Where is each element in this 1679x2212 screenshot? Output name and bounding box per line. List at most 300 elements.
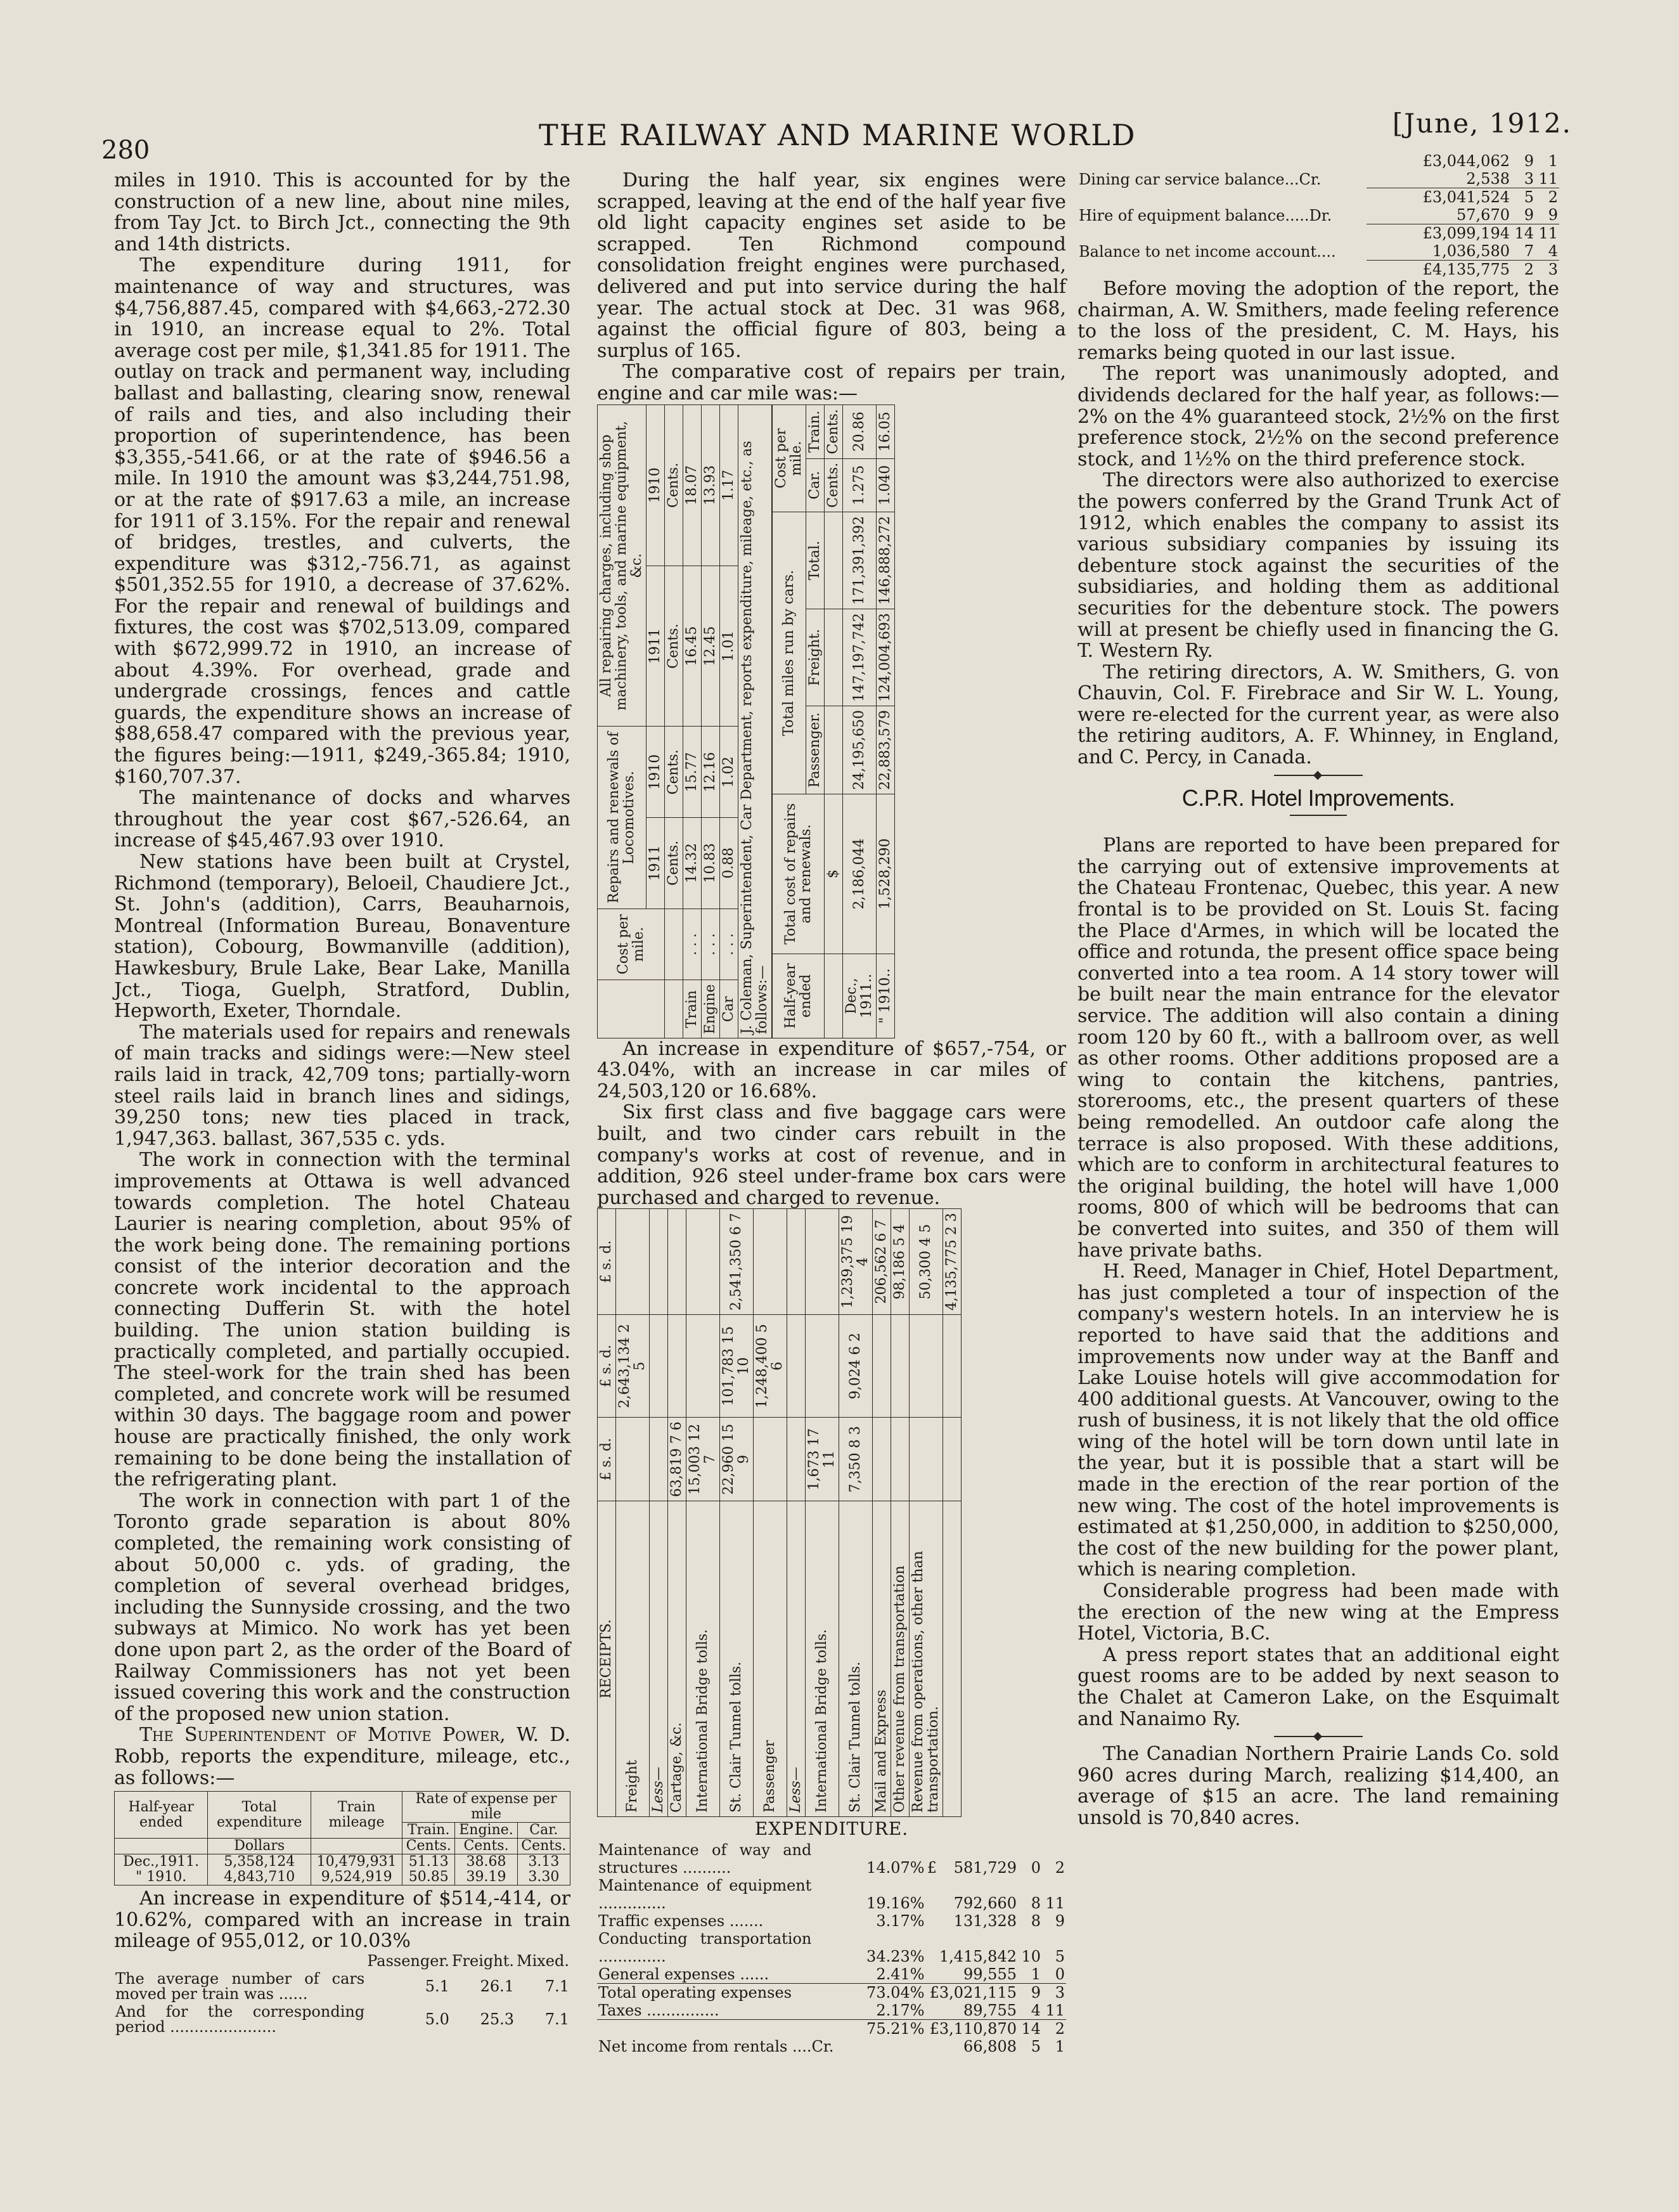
row-label: Car (720, 980, 738, 1038)
cell-text: 4,843,710 (224, 1869, 295, 1885)
table-cell (686, 1315, 720, 1418)
shillings: 5 (1031, 2037, 1041, 2055)
table-cell: 2,643,134 2 5 (616, 1315, 650, 1418)
currency-head (598, 1418, 616, 1501)
expenditure-table (597, 1841, 1066, 2055)
currency-head (598, 1315, 616, 1418)
paragraph: The maintenance of docks and wharves throughout the year cost $67,-526.64, an increase of $45,467.93 over 1910. (114, 787, 570, 852)
th-car: Car. (806, 458, 825, 512)
row-label: Freight (616, 1501, 650, 1817)
table-row (877, 404, 895, 1038)
table-cell (650, 1418, 668, 1501)
table-cell (825, 609, 843, 706)
shillings: 10 (1021, 1947, 1041, 1965)
row-label: Balance to net income account.... (1079, 242, 1336, 261)
receipts-rotated-table-wrap (597, 1208, 1066, 1817)
table-row (891, 1209, 910, 1817)
repairs-rotated-table (597, 404, 895, 1038)
row-label: Other revenue from transportation (891, 1501, 910, 1817)
table-row (910, 1209, 943, 1817)
table-row (597, 1965, 1066, 1984)
table-cell (455, 1854, 517, 1885)
table-row (1078, 224, 1559, 243)
row-label: Net income from rentals ....Cr. (598, 2037, 834, 2055)
table-row (702, 404, 720, 1038)
amount: £4,135,775 (1367, 261, 1511, 279)
shillings: 2 (1511, 261, 1535, 279)
table-row (754, 1209, 787, 1817)
amount: 1,415,842 (939, 1947, 1017, 1965)
dots: . . . (683, 909, 702, 980)
table-cell: 12.16 (702, 726, 720, 817)
th-total: Total expenditure (208, 1792, 311, 1839)
amount: £3,041,524 (1367, 188, 1511, 207)
table-row (115, 1854, 570, 1885)
table-row (1078, 242, 1559, 261)
row-label: Revenue from operations, other than transportation. (910, 1501, 943, 1817)
pct: 19.16% (866, 1894, 925, 1912)
table-row (1078, 170, 1559, 188)
th-total-cost: Total cost of repairs and renewals. (773, 794, 825, 954)
pence: 11 (1045, 2001, 1065, 2019)
table-row (650, 1209, 668, 1817)
paragraph: The work in connection with the terminal improvements at Ottawa is well advanced towards completion. The hotel Chateau Laurier is nearing completion, about 95% of the work being done. The remaining portions consist of the interior decoration and the concrete work incidental to the approach connecting Dufferin St. with the hotel building. The union station building is practically completed, and partially occupied. The steel-work for the train shed has been completed, and concrete work will be resumed within 30 days. The baggage room and power house are practically finished, the only work remaining to be done being the installation of the refrigerating plant. (114, 1149, 570, 1491)
th-rate-engine: Engine. (455, 1823, 517, 1839)
table-row (720, 404, 738, 1038)
table-cell (650, 1209, 668, 1315)
cell-text: 3.13 (528, 1854, 560, 1870)
table-cell (650, 1315, 668, 1418)
table-cell: 10.83 (702, 817, 720, 909)
table-cell: 1.17 (720, 404, 738, 566)
pct: 2.41% (876, 1965, 925, 1983)
table-cell (787, 1315, 806, 1418)
th-passenger: Passenger. (806, 706, 825, 794)
lead-in: The Superintendent of Motive Power, (139, 1724, 506, 1747)
cell-text: £ (598, 1274, 614, 1284)
shillings: 1 (1031, 1965, 1041, 1983)
table-cell (115, 1839, 208, 1854)
amount: 2,538 (1466, 170, 1510, 188)
table-cell: 206,562 6 7 (873, 1209, 891, 1315)
paragraph: Before moving the adoption of the report, the chairman, A. W. Smithers, made feeling reference to the loss of the president, C. M. Hays, his remarks being quoted in our last issue. (1078, 278, 1559, 364)
th-passenger: Passenger. (367, 1951, 449, 1970)
row-label: Hire of equipment balance.....Dr. (1079, 206, 1332, 224)
th-freight: Freight. (806, 609, 825, 706)
table-cell: 15.77 (683, 726, 702, 817)
paragraph: H. Reed, Manager in Chief, Hotel Department, has just completed a tour of inspection of the company's western hotels. In an interview he is reported to have said that the additions and improvements now under way at the Banff and Lake Louise hotels will give accommodation for 400 additional guests. At Vancouver, owing to the rush of business, it is not likely that the old office wing of the hotel will be torn down until late in the year, but it is possible that a start will be made in the erection of the rear portion of the new wing. The cost of the hotel improvements is estimated at $1,250,000, in addition to $250,000, the cost of the new building for the power plant, which is nearing completion. (1078, 1260, 1559, 1581)
pence: 2 (1042, 2019, 1066, 2038)
amount: 581,729 (953, 1858, 1017, 1877)
table-cell (311, 1839, 402, 1854)
row-label: And for the corresponding period ...................... (115, 2002, 365, 2036)
table-cell (943, 1315, 962, 1418)
table-cell (891, 1418, 910, 1501)
pound (926, 1965, 938, 1984)
paragraph: The Canadian Northern Prairie Lands Co. sold 960 acres during March, realizing $14,400, an average of $15 an acre. The land remaining unsold is 70,840 acres. (1078, 1743, 1559, 1829)
th-year: 1910 (647, 726, 665, 817)
amount: £3,099,194 (1367, 224, 1511, 243)
th-rate: Rate of expense per mile (402, 1792, 570, 1823)
pence: 5 (1055, 1947, 1065, 1965)
row-label: Engine (702, 980, 720, 1038)
pct: 3.17% (876, 1911, 925, 1930)
shillings: 3 (1524, 170, 1534, 188)
table-cell (910, 1418, 943, 1501)
row-label: Less— (787, 1501, 806, 1817)
cars-per-train-table (114, 1952, 570, 2036)
table-row (683, 404, 702, 1038)
table-cell (311, 1854, 402, 1885)
pct: 75.21% (813, 2019, 925, 2038)
pound (926, 1877, 938, 1912)
table-cell (806, 1209, 839, 1315)
table-cell: 26.1 (480, 1977, 515, 1995)
table-cell (754, 1418, 787, 1501)
table-cell: 98,186 5 4 (891, 1209, 910, 1315)
cell-text: 3.30 (528, 1869, 560, 1885)
cell-text: s. (598, 1258, 614, 1271)
paragraph: The work in connection with part 1 of the Toronto grade separation is about 80% completed, the remaining work consisting of about 50,000 c. yds. of grading, the completion of several overhead bridges, including the Sunnyside crossing, and the two subways at Mimico. No work has yet been done upon part 2, as the order of the Board of Railway Commissioners has not yet been issued covering this work and the construction of the proposed new union station. (114, 1489, 570, 1725)
table-cell: 1.02 (720, 726, 738, 817)
car-department-intro: J. Coleman, Superintendent, Car Department, reports expenditure, mileage, etc., as follows:— (738, 404, 772, 1038)
section-divider (1274, 1736, 1363, 1737)
cell-text: 39.19 (466, 1869, 506, 1885)
table-cell: 15,003 12 7 (686, 1418, 720, 1501)
table-cell: 22,960 15 9 (720, 1418, 754, 1501)
table-cell (787, 1209, 806, 1315)
pence: 0 (1055, 1965, 1065, 1983)
table-row (597, 1877, 1066, 1912)
column-2 (597, 170, 1066, 2055)
th-loco: Repairs and renewals of Locomotives. (598, 726, 647, 908)
th-year: 1911 (647, 566, 665, 727)
row-label: Cartage, &c. (668, 1501, 686, 1817)
th-rate-car: Car. (517, 1823, 570, 1839)
paragraph: An increase in expenditure of $657,-754, or 43.04%, with an increase in car miles of 24,503,120 or 16.68%. (597, 1037, 1066, 1103)
amount: 1,036,580 (1432, 242, 1510, 260)
row-label: St. Clair Tunnel tolls. (720, 1501, 754, 1817)
table-row (1078, 261, 1559, 279)
heading-rule (1290, 815, 1347, 816)
cell-text: 51.13 (408, 1854, 449, 1870)
unit-cents: Cents. (665, 726, 683, 817)
table-cell (825, 706, 843, 794)
table-cell: 50,300 4 5 (910, 1209, 943, 1315)
page-number: 280 (101, 136, 150, 165)
repairs-rotated-table-wrap (597, 404, 1066, 1038)
row-label: Dining car service balance...Cr. (1079, 170, 1322, 188)
row-label: Maintenance of equipment .............. (598, 1876, 812, 1912)
table-row (616, 1209, 650, 1817)
table-row (806, 1209, 839, 1817)
table-cell (597, 2019, 813, 2038)
table-cell: 7.1 (544, 2010, 569, 2028)
amount: £3,021,115 (926, 1983, 1018, 2002)
th-train-mileage: Train mileage (311, 1792, 402, 1839)
cell-text: £ (598, 1378, 614, 1388)
table-row (597, 2038, 1066, 2055)
section-heading: C.P.R. Hotel Improvements. (1181, 784, 1455, 811)
table-cell: 18.07 (683, 404, 702, 566)
table-row (114, 2003, 570, 2036)
row-label: Mail and Express (873, 1501, 891, 1817)
table-cell: 101,783 15 10 (720, 1315, 754, 1418)
table-row (843, 404, 877, 1038)
table-cell: 0.88 (720, 817, 738, 909)
shillings: 0 (1031, 1858, 1041, 1877)
table-cell (873, 1315, 891, 1418)
receipts-title: RECEIPTS. (598, 1501, 616, 1817)
th-total: Total. (806, 512, 825, 609)
table-cell: 1,239,375 19 4 (839, 1209, 873, 1315)
th-half-year: Half-year ended (115, 1792, 208, 1839)
th-cost-per-mile: Cost per mile. (773, 404, 806, 512)
table-cell: 1.040 (877, 458, 895, 512)
th-year: 1911 (647, 817, 665, 909)
table-cell: 2,186,044 (843, 794, 877, 954)
unit-cents: Cents. (665, 404, 683, 566)
amount: £3,110,870 (926, 2019, 1018, 2038)
unit-cents: Cents. (402, 1839, 455, 1854)
table-cell: Dec., 1911.. (843, 954, 877, 1038)
cell-text: d. (598, 1240, 614, 1254)
table-cell: 2,541,350 6 7 (720, 1209, 754, 1315)
column-3 (1078, 152, 1559, 1829)
table-row (1078, 206, 1559, 224)
pence: 9 (1548, 206, 1558, 224)
pence: 1 (1055, 2037, 1065, 2055)
table-cell (1078, 188, 1367, 207)
unit-cents: Cents. (517, 1839, 570, 1854)
amount: 792,660 (953, 1894, 1017, 1912)
paragraph: The retiring directors, A. W. Smithers, G. von Chauvin, Col. F. Firebrace and Sir W. L. Young, were re-elected for the current year, as were also the retiring auditors, A. F. Whinney, in England, and C. Percy, in Canada. (1078, 661, 1559, 769)
table-row (1078, 152, 1559, 170)
paragraph: Considerable progress had been made with the erection of the new wing at the Empress Hotel, Victoria, B.C. (1078, 1580, 1559, 1645)
currency-head (598, 1209, 616, 1315)
table-row (943, 1209, 962, 1817)
journal-title: THE RAILWAY AND MARINE WORLD (539, 118, 1136, 152)
table-cell: 25.3 (480, 2010, 515, 2028)
pence: 4 (1548, 242, 1558, 260)
unit-cents: Cents. (665, 817, 683, 909)
table-row (597, 1912, 1066, 1930)
cell-text: 38.68 (466, 1854, 506, 1870)
table-cell (754, 1209, 787, 1315)
shillings: 9 (1524, 206, 1534, 224)
cell-text: 50.85 (408, 1869, 449, 1885)
table-cell (1078, 261, 1367, 279)
shillings: 7 (1524, 242, 1534, 260)
unit-cents: Cents. (825, 458, 843, 512)
shillings: 9 (1524, 152, 1534, 170)
pound: £ (927, 1858, 937, 1877)
cell-text: Dec.,1911. (123, 1854, 200, 1870)
unit-dollar: $ (825, 794, 843, 954)
row-label: St. Clair Tunnel tolls. (839, 1501, 873, 1817)
table-cell: 1,248,400 5 6 (754, 1315, 787, 1418)
table-cell (668, 1315, 686, 1418)
paragraph: An increase in expenditure of $514,-414, or 10.62%, compared with an increase in train mileage of 955,012, or 10.03% (114, 1887, 570, 1953)
table-cell (943, 1501, 962, 1817)
table-cell: 20.86 (843, 404, 877, 458)
shillings: 8 (1031, 1894, 1041, 1912)
paragraph: The report was unanimously adopted, and dividends declared for the half year, as follows:—2% on the 4% guaranteed stock, 2½% on the first preference stock, 2½% on the second preference stock, and 1½% on the third preference stock. (1078, 363, 1559, 470)
th-miles: Total miles run by cars. (773, 512, 806, 794)
shillings: 5 (1511, 188, 1535, 207)
table-cell (891, 1315, 910, 1418)
amount: 66,808 (963, 2037, 1017, 2055)
table-row (114, 1970, 570, 2003)
pence: 11 (1538, 170, 1558, 188)
table-cell: 16.05 (877, 404, 895, 458)
table-row (668, 1209, 686, 1817)
table-row (839, 1209, 873, 1817)
th-mixed: Mixed. (517, 1951, 569, 1970)
cell-text: 9,524,919 (321, 1869, 392, 1885)
amount: 89,755 (963, 2001, 1017, 2019)
shillings: 14 (1018, 2019, 1042, 2038)
row-label: The average number of cars moved per train was ...... (115, 1969, 365, 2003)
table-row (597, 1841, 1066, 1877)
table-cell: 5.0 (425, 2010, 449, 2028)
table-row (597, 1983, 1066, 2002)
row-label: International Bridge tolls. (806, 1501, 839, 1817)
amount: 57,670 (1457, 206, 1510, 224)
table-cell: 63,819 7 6 (668, 1418, 686, 1501)
cell-text: £ (598, 1471, 614, 1481)
balance-table (1078, 152, 1559, 278)
table-cell: 1,528,290 (877, 794, 895, 954)
table-cell: 24,195,650 (843, 706, 877, 794)
row-label: Less— (650, 1501, 668, 1817)
table-cell (115, 1854, 208, 1885)
table-cell: 14.32 (683, 817, 702, 909)
table-cell: 1,673 17 11 (806, 1418, 839, 1501)
row-label: Passenger (754, 1501, 787, 1817)
table-cell (665, 909, 683, 980)
row-label: Train (683, 980, 702, 1038)
pence: 2 (1055, 1858, 1065, 1877)
th-cost-per-mile: Cost per mile. (598, 909, 665, 980)
table-cell (517, 1854, 570, 1885)
motive-power-table (114, 1791, 570, 1885)
table-row (597, 2002, 1066, 2020)
table-row (787, 1209, 806, 1817)
table-cell: 146,888,272 (877, 512, 895, 609)
table-cell (1078, 152, 1367, 170)
dots: . . . (702, 909, 720, 980)
section-divider (1274, 775, 1363, 776)
table-cell: 171,391,392 (843, 512, 877, 609)
shillings: 8 (1031, 1911, 1041, 1930)
row-label: International Bridge tolls. (686, 1501, 720, 1817)
row-label: General expenses ...... (598, 1965, 769, 1983)
table-cell: 13.93 (702, 404, 720, 566)
amount: 131,328 (953, 1911, 1017, 1930)
paragraph: Plans are reported to have been prepared for the carrying out of extensive improvements at the Chateau Frontenac, Quebec, this year. A new frontal is to be provided on St. Louis St. facing the Place d'Armes, in which will be located the office and rotunda, the present office space being converted into a tea room. A 14 story tower will be built near the main entrance for the elevator service. The addition will also contain a dining room 120 by 60 ft., with a ballroom over, as well as other rooms. Other additions proposed are a wing to contain the kitchens, pantries, storerooms, etc., the present quarters of these being remodelled. An outdoor cafe along the terrace is also proposed. With these additions, which are to conform in architectural features to the original building, the hotel will have 1,000 rooms, 800 of which will be bedrooms that can be converted into suites, and 350 of them will have private baths. (1078, 834, 1559, 1262)
paragraph (114, 1724, 570, 1788)
pence: 3 (1535, 261, 1559, 279)
shillings: 9 (1018, 1983, 1042, 2002)
table-row (873, 1209, 891, 1817)
issue-date: [June, 1912. (1392, 108, 1572, 139)
paragraph-text: W. D. Robb, reports the expenditure, mileage, etc., as follows:— (114, 1724, 570, 1789)
paragraph: New stations have been built at Crystel, Richmond (temporary), Beloeil, Chaudiere Jct., St. John's (addition), Carrs, Beauharnois, Montreal (Information Bureau, Bonaventure station), Cobourg, Bowmanville (addition), Hawkesbury, Brule Lake, Bear Lake, Manilla Jct., Tioga, Guelph, Stratford, Dublin, Hepworth, Exeter, Thorndale. (114, 851, 570, 1023)
table-cell (598, 980, 665, 1038)
table-cell: 1.01 (720, 566, 738, 727)
unit-cents: Cents. (455, 1839, 517, 1854)
table-cell (616, 1418, 650, 1501)
table-cell (910, 1315, 943, 1418)
table-cell (668, 1209, 686, 1315)
pct: 73.04% (813, 1983, 925, 2002)
table-cell (787, 1418, 806, 1501)
table-cell: 9,024 6 2 (839, 1315, 873, 1418)
table-cell (1078, 224, 1367, 243)
th-freight: Freight. (451, 1951, 515, 1970)
table-cell: 5.1 (425, 1977, 449, 1995)
row-label: Taxes ............... (598, 2001, 719, 2019)
row-label: Total operating expenses (597, 1983, 813, 2002)
pound (926, 1930, 938, 1965)
expenditure-title: EXPENDITURE. (754, 1818, 909, 1840)
cell-text: s. (598, 1456, 614, 1468)
pound (926, 1912, 938, 1930)
shillings: 4 (1031, 2001, 1041, 2019)
table-row (597, 2019, 1066, 2038)
table-cell: 16.45 (683, 566, 702, 727)
table-cell (208, 1854, 311, 1885)
table-cell (616, 1209, 650, 1315)
cell-text: d. (598, 1438, 614, 1452)
cell-text: 10,479,931 (316, 1854, 397, 1870)
pence: 9 (1055, 1911, 1065, 1930)
row-label: Maintenance of way and structures .......... (598, 1840, 812, 1877)
table-cell: 7,350 8 3 (839, 1418, 873, 1501)
column-1 (114, 170, 570, 2036)
th-all-repairs: All repairing charges, including shop machinery, tools, and marine equipment, &c. (598, 404, 647, 726)
table-row (597, 1930, 1066, 1965)
table-cell: 12.45 (702, 566, 720, 727)
paragraph: Six first class and five baggage cars were built, and two cinder cars rebuilt in the company's works at cost of revenue, and in addition, 926 steel under-frame box cars were purchased and charged to revenue. (597, 1101, 1066, 1209)
table-cell: 7.1 (544, 1977, 569, 1995)
paragraph: The materials used for repairs and renewals of main tracks and sidings were:—New steel rails laid in track, 42,709 tons; partially-worn steel rails laid in branch lines and sidings, 39,250 tons; new ties placed in track, 1,947,363. ballast, 367,535 c. yds. (114, 1021, 570, 1150)
table-cell (665, 980, 683, 1038)
pence: 11 (1535, 224, 1559, 243)
unit-cents: Cents. (825, 404, 843, 458)
pct: 34.23% (866, 1947, 925, 1965)
paragraph: The directors were also authorized to exercise the powers conferred by the Grand Trunk Act of 1912, which enables the company to assist its various subsidiary companies by issuing its debenture stock against the securities of the subsidiaries, and holding them as additional securities for the debenture stock. The powers will at present be chiefly used in financing the G. T. Western Ry. (1078, 469, 1559, 663)
shillings: 14 (1511, 224, 1535, 243)
table-cell: 1.275 (843, 458, 877, 512)
paragraph: The expenditure during 1911, for maintenance of way and structures, was $4,756,887.45, compared with $4,663,-272.30 in 1910, an increase equal to 2%. Total average cost per mile, $1,341.85 for 1911. The outlay on track and permanent way, including ballast and ballasting, clearing snow, renewal of rails and ties, and also including their proportion of superintendence, has been $3,355,-541.66, or at the rate of $946.56 a mile. In 1910 the amount was $3,244,751.98, or at the rate of $917.63 a mile, an increase for 1911 of 3.15%. For the repair and renewal of bridges, trestles, and culverts, the expenditure was $312,-756.71, as against $501,352.55 for 1910, a decrease of 37.62%. For the repair and renewal of buildings and fixtures, the cost was $702,513.09, compared with $672,999.72 in 1910, an increase of about 4.39%. For overhead, grade and undergrade crossings, fences and cattle guards, the expenditure shows an increase of $88,658.47 compared with the previous year, the figures being:—1911, $249,-365.84; 1910, $160,707.37. (114, 254, 570, 788)
cell-text: d. (598, 1345, 614, 1359)
unit-cents: Cents. (665, 566, 683, 727)
th-half-year: Half-year ended (773, 954, 825, 1038)
cell-text: " 1910. (136, 1869, 187, 1885)
table-cell (825, 954, 843, 1038)
th-year: 1910 (647, 404, 665, 566)
th-rate-train: Train. (402, 1823, 455, 1839)
pence: 2 (1535, 188, 1559, 207)
table-row (1078, 188, 1559, 207)
table-cell: 147,197,742 (843, 609, 877, 706)
amount: 99,555 (963, 1965, 1017, 1983)
table-cell (114, 1952, 366, 1970)
table-row (720, 1209, 754, 1817)
table-cell (806, 1315, 839, 1418)
